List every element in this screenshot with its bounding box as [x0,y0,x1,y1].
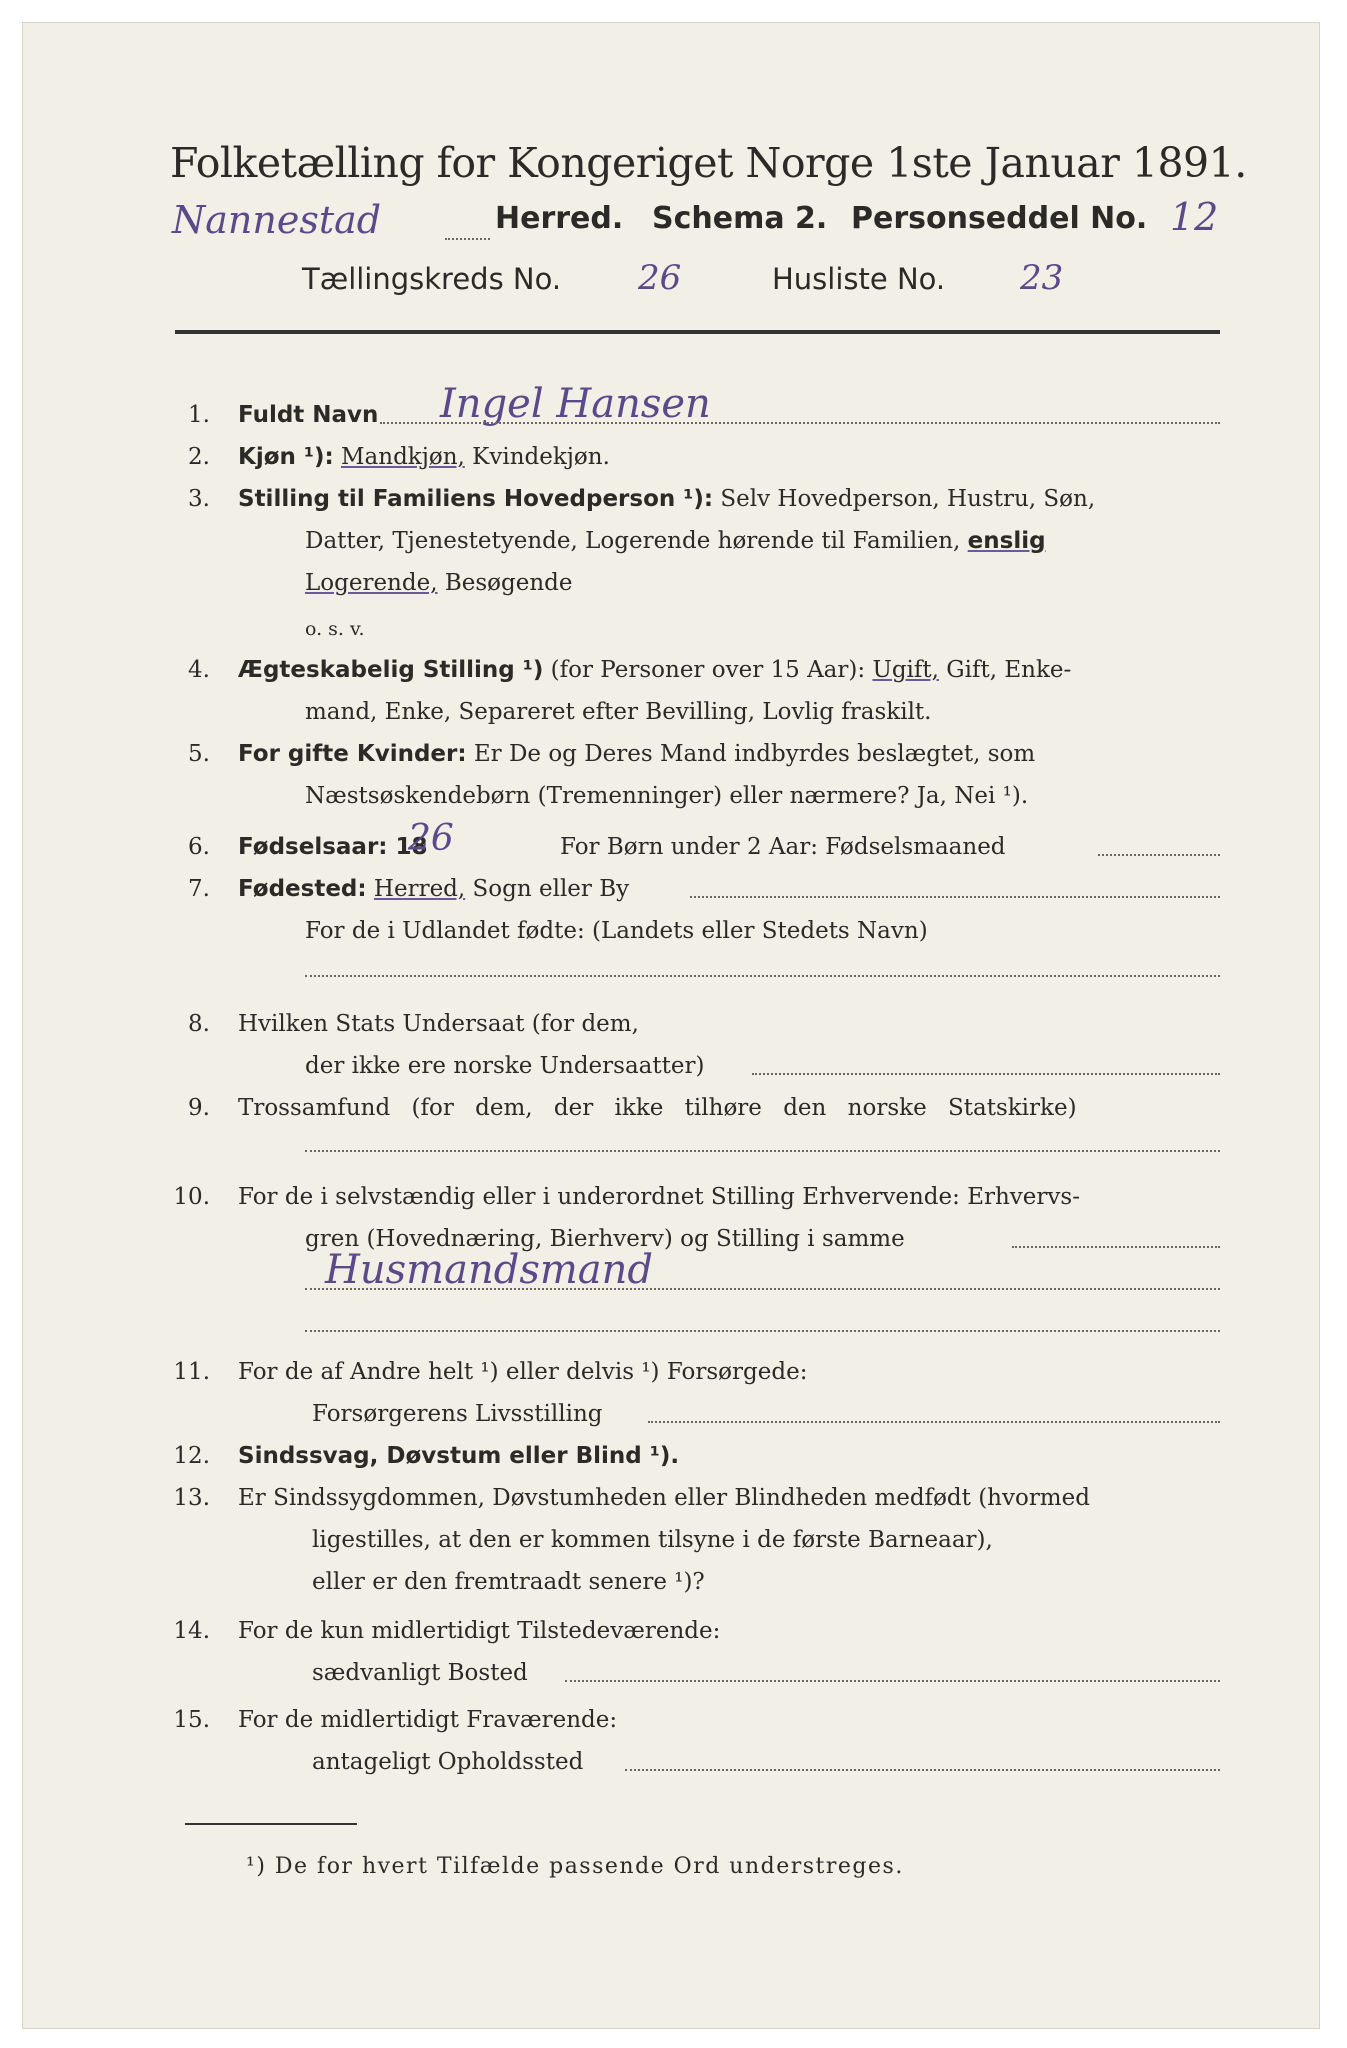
item-15-line2: antageligt Opholdssted [312,1749,584,1775]
item-4-ugift: Ugift, [872,657,939,683]
item-7-label: Fødested: [238,876,367,902]
item-3-label: Stilling til Familiens Hovedperson ¹): [238,486,714,512]
item-3-logerende: Logerende, [305,570,438,596]
header-rule [175,330,1220,334]
item-10-dots3 [305,1330,1220,1332]
item-14-line2: sædvanligt Bosted [312,1660,528,1686]
item-11-dots [648,1421,1220,1423]
item-4-line1 [238,655,1071,685]
occupation-value: Husmandsmand [325,1247,653,1293]
item-13-line3: eller er den fremtraadt senere ¹)? [312,1569,705,1595]
kreds-label: Tællingskreds No. [302,262,562,296]
item-3-line1 [238,484,1095,514]
item-7-herred: Herred, [373,876,466,902]
item-4-label: Ægteskabelig Stilling ¹) [238,657,544,683]
herred-label: Herred. [495,201,624,236]
item-3-line3 [305,568,573,598]
item-9-dots [305,1150,1220,1152]
item-11-line1: For de af Andre helt ¹) eller delvis ¹) Forsørgede: [238,1359,808,1385]
item-8-line1: Hvilken Stats Undersaat (for dem, [238,1011,639,1037]
schema-label: Schema 2. [652,201,828,236]
footnote-rule [185,1823,357,1825]
husliste-number: 23 [1020,258,1064,298]
item-13-number: 13. [173,1485,210,1511]
item-7-dots [690,896,1220,898]
item-6-label: Fødselsaar: 18 [238,834,428,860]
full-name-value: Ingel Hansen [440,381,711,427]
item-15-number: 15. [173,1707,210,1733]
item-1-dots [380,422,1220,424]
kreds-number: 26 [638,258,682,298]
item-10-dots2 [305,1288,1220,1290]
item-7-number: 7. [188,876,210,902]
item-7-line1 [238,874,629,904]
item-2-number: 2. [188,444,210,470]
item-5-line1 [238,739,1035,769]
kjon-kvindekjon: Kvindekjøn. [472,444,610,470]
item-9-number: 9. [188,1095,210,1121]
item-5-line2: Næstsøskendebørn (Tremenninger) eller nærmere? Ja, Nei ¹). [305,783,1029,809]
form-title: Folketælling for Kongeriget Norge 1ste Januar 1891. [170,139,1247,187]
item-14-line1: For de kun midlertidigt Tilstedeværende: [238,1618,721,1644]
item-9-line1: Trossamfund (for dem, der ikke tilhøre den norske Statskirke) [238,1095,1077,1121]
birth-year-value: 26 [408,818,454,859]
footnote: ¹) De for hvert Tilfælde passende Ord understreges. [246,1854,904,1879]
item-15-dots [625,1769,1220,1771]
personseddel-label: Personseddel No. [851,201,1148,236]
item-3-options2: Datter, Tjenestetyende, Logerende hørende til Familien, [305,528,961,554]
item-6-dots [1098,854,1220,856]
item-5-question: Er De og Deres Mand indbyrdes beslægtet, som [473,741,1036,767]
item-8-line2: der ikke ere norske Undersaatter) [305,1053,705,1079]
item-10-line2: gren (Hovednæring, Bierhverv) og Stilling i samme [305,1226,905,1252]
census-form-sheet [22,22,1320,2029]
item-13-line1: Er Sindssygdommen, Døvstumheden eller Blindheden medfødt (hvormed [238,1485,1090,1511]
item-6-number: 6. [188,834,210,860]
item-3-number: 3. [188,486,210,512]
item-10-dots [1012,1246,1220,1248]
personseddel-number: 12 [1170,195,1219,239]
item-8-number: 8. [188,1011,210,1037]
item-11-line2: Forsørgerens Livsstilling [312,1401,603,1427]
item-5-number: 5. [188,741,210,767]
kjon-mandkjon: Mandkjøn, [341,444,465,470]
item-13-line2: ligestilles, at den er kommen tilsyne i de første Barneaar), [312,1527,993,1553]
item-12-line1: Sindssvag, Døvstum eller Blind ¹). [238,1443,680,1469]
item-7-line2: For de i Udlandet fødte: (Landets eller Stedets Navn) [305,918,928,944]
item-11-number: 11. [173,1359,210,1385]
item-14-number: 14. [173,1618,210,1644]
item-10-number: 10. [173,1184,210,1210]
item-2-line [238,442,610,472]
item-12-number: 12. [173,1443,210,1469]
item-1-number: 1. [188,402,210,428]
item-14-dots [565,1680,1220,1682]
item-3-enslig: enslig [967,528,1046,554]
item-3-besogende: Besøgende [444,570,573,596]
item-10-line1: For de i selvstændig eller i underordnet Stilling Erhvervende: Erhvervs- [238,1184,1080,1210]
item-4-rest: Gift, Enke- [946,657,1072,683]
item-4-number: 4. [188,657,210,683]
item-2-label: Kjøn ¹): [238,444,334,470]
herred-dots [445,238,490,240]
item-7-dots2 [305,975,1220,977]
item-15-line1: For de midlertidigt Fraværende: [238,1707,618,1733]
item-5-label: For gifte Kvinder: [238,741,467,767]
husliste-label: Husliste No. [772,262,946,296]
item-3-line2 [305,526,1046,556]
herred-handwritten: Nannestad [172,198,382,242]
item-4-line2: mand, Enke, Separeret efter Bevilling, Lovlig fraskilt. [305,699,932,725]
item-8-dots [752,1073,1220,1075]
item-3-options1: Selv Hovedperson, Hustru, Søn, [720,486,1096,512]
item-1-label: Fuldt Navn [238,402,379,428]
item-4-cond: (for Personer over 15 Aar): [550,657,866,683]
item-6-rest: For Børn under 2 Aar: Fødselsmaaned [560,834,1006,860]
item-3-osv: o. s. v. [305,618,365,640]
item-7-rest: Sogn eller By [472,876,630,902]
